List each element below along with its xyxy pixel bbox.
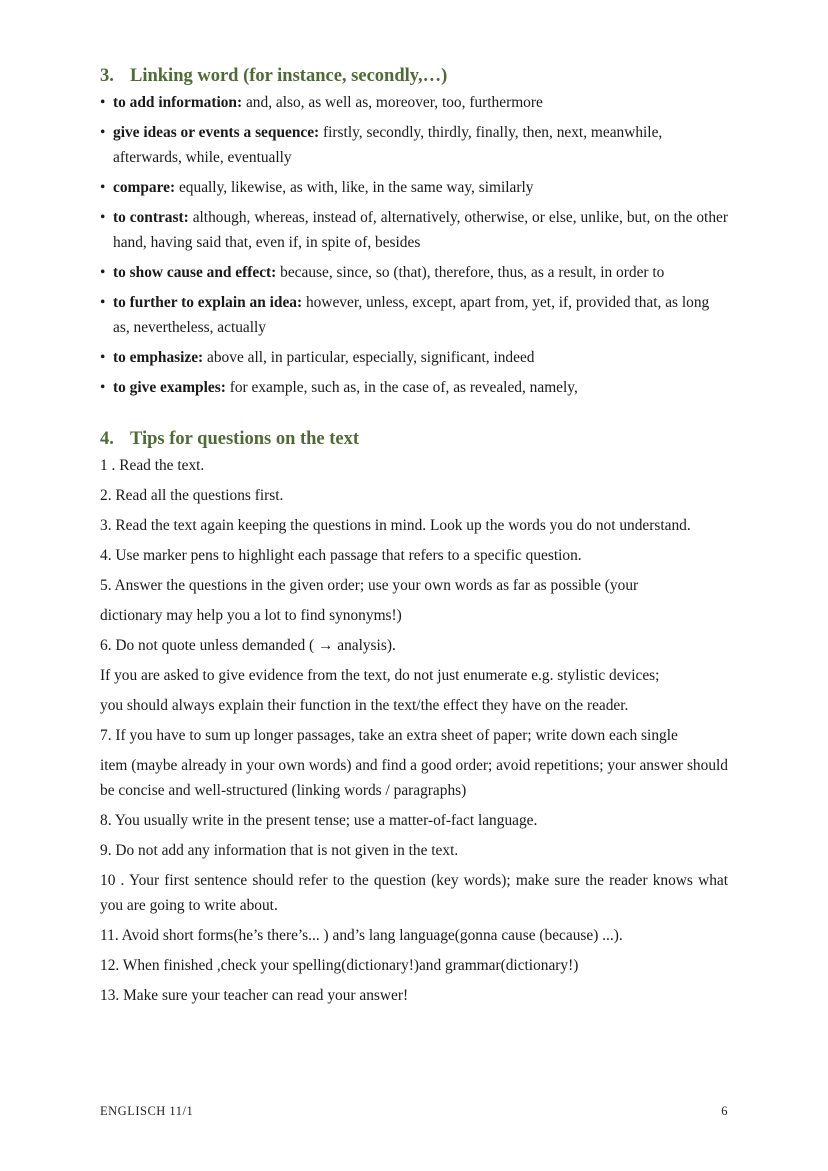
section-4-title: Tips for questions on the text [130,429,360,449]
linking-words-list [100,90,728,400]
section-4-heading [100,425,728,453]
tip-paragraph: If you are asked to give evidence from the text, do not just enumerate e.g. stylistic devices; [100,667,660,684]
list-item [100,260,728,285]
list-item [100,205,728,255]
list-item [100,345,728,370]
section-3-heading [100,62,728,90]
footer-page-number: 6 [721,1104,728,1118]
tip-paragraph: 5. Answer the questions in the given order; use your own words as far as possible (your [100,577,639,594]
list-item [100,120,728,170]
item-label: to add information: [113,94,243,111]
list-item [100,175,728,200]
item-label: to give examples: [113,379,226,396]
document-page [100,62,728,1013]
tip-paragraph: 9. Do not add any information that is not given in the text. [100,842,459,859]
item-text: although, whereas, instead of, alternatively, otherwise, or else, unlike, but, on the other hand, having said that, even if, in spite of, besides [113,209,728,251]
list-item [100,375,728,400]
item-label: to show cause and effect: [113,264,277,281]
tip-paragraph: you should always explain their function in the text/the effect they have on the reader. [100,697,629,714]
tip-paragraph: 3. Read the text again keeping the questions in mind. Look up the words you do not understand. [100,517,691,534]
item-text: however, unless, except, apart from, yet, if, provided that, as long as, nevertheless, actually [113,294,710,336]
tip-paragraph: dictionary may help you a lot to find synonyms!) [100,607,402,624]
tip-paragraph: 12. When finished ,check your spelling(dictionary!)and grammar(dictionary!) [100,957,579,974]
item-text: equally, likewise, as with, like, in the same way, similarly [175,179,534,196]
tip-paragraph: 6. Do not quote unless demanded ( → analysis). [100,637,396,654]
footer-course: ENGLISCH 11/1 [100,1104,194,1118]
item-label: to emphasize: [113,349,204,366]
tips-list [100,453,728,1008]
tip-paragraph: 8. You usually write in the present tense; use a matter-of-fact language. [100,812,538,829]
item-text: for example, such as, in the case of, as revealed, namely, [225,379,578,396]
tip-paragraph: item (maybe already in your own words) and find a good order; avoid repetitions; your answer should be concise and well-structured (linking words / paragraphs) [100,757,728,799]
list-item [100,290,728,340]
item-text: and, also, as well as, moreover, too, furthermore [242,94,543,111]
tip-paragraph: 11. Avoid short forms(he’s there’s... ) and’s lang language(gonna cause (because) ...). [100,927,623,944]
tip-paragraph: 4. Use marker pens to highlight each passage that refers to a specific question. [100,547,582,564]
tip-paragraph: 10 . Your first sentence should refer to the question (key words); make sure the reader knows what you are going to write about. [100,872,728,914]
list-item [100,90,728,115]
section-3-title: Linking word (for instance, secondly,…) [130,66,448,86]
item-label: to further to explain an idea: [113,294,303,311]
tip-paragraph: 7. If you have to sum up longer passages, take an extra sheet of paper; write down each single [100,727,678,744]
section-4-number: 4. [100,429,114,449]
item-label: compare: [113,179,176,196]
page-footer [100,1104,728,1119]
section-3-number: 3. [100,66,114,86]
item-text: above all, in particular, especially, significant, indeed [203,349,535,366]
tip-paragraph: 1 . Read the text. [100,457,205,474]
item-text: because, since, so (that), therefore, thus, as a result, in order to [276,264,665,281]
tip-paragraph: 13. Make sure your teacher can read your answer! [100,987,409,1004]
item-label: give ideas or events a sequence: [113,124,320,141]
tip-paragraph: 2. Read all the questions first. [100,487,284,504]
item-text: firstly, secondly, thirdly, finally, then, next, meanwhile, afterwards, while, eventually [113,124,663,166]
item-label: to contrast: [113,209,189,226]
